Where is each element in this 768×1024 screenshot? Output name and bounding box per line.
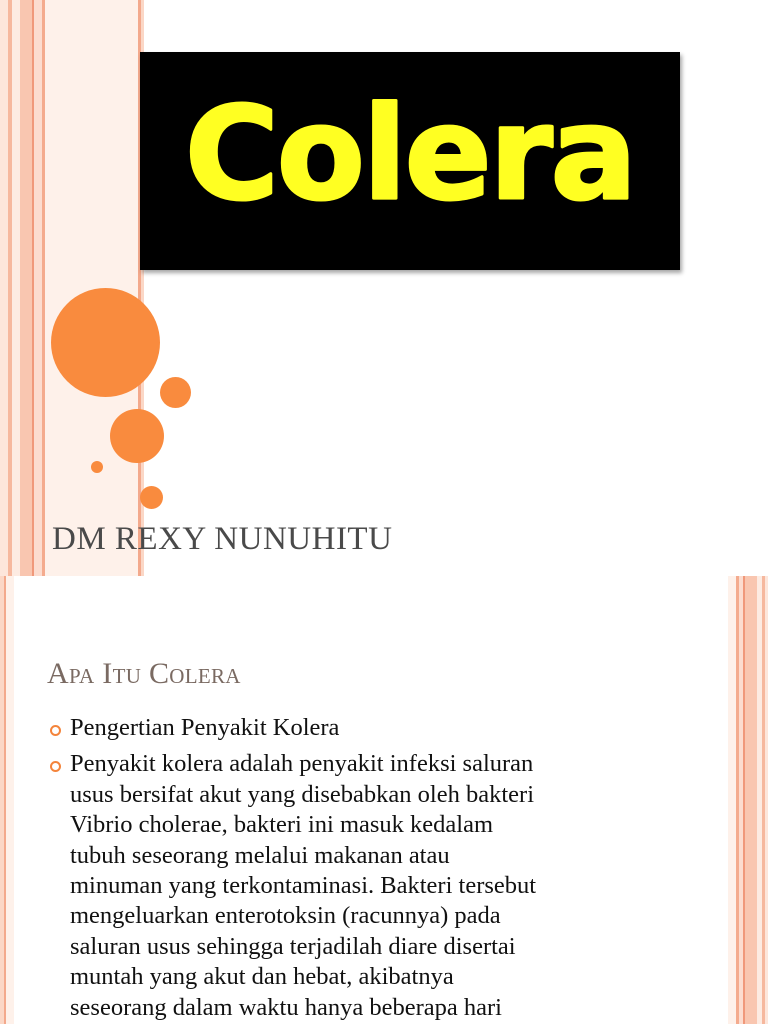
decor-circle-small [160,377,191,408]
bullet-ring-icon [50,725,61,736]
bullet-line: muntah yang akut dan hebat, akibatnya [70,963,454,991]
stripe-decoration [728,576,736,1024]
bullet-line: saluran usus sehingga terjadilah diare disertai [70,932,516,960]
bullet-item [50,713,690,743]
banner-title-svg [140,52,680,270]
bullet-line: mengeluarkan enterotoksin (racunnya) pada [70,902,501,930]
stripe-decoration [12,0,20,576]
decor-circle-small [140,486,163,509]
bullet-line: Penyakit kolera adalah penyakit infeksi saluran [70,750,534,778]
bullet-item [50,749,690,1023]
stripe-decoration [45,0,138,576]
banner-title: Colera [184,80,636,229]
stripe-decoration [20,0,32,576]
bullet-line: seseorang dalam waktu hanya beberapa hari [70,993,502,1021]
decor-circle-tiny [91,461,103,473]
bullet-line: minuman yang terkontaminasi. Bakteri tersebut [70,872,537,900]
bullet-line: tubuh seseorang melalui makanan atau [70,841,450,869]
stripe-decoration [0,0,8,576]
author-name: DM REXY NUNUHITU [52,521,393,557]
slide-heading: Apa Itu Colera [47,657,241,690]
bullet-text [70,713,690,743]
decor-circle-large [51,288,160,397]
bullet-line: Pengertian Penyakit Kolera [70,714,340,741]
stripe-decoration [6,576,14,1024]
bullet-text [70,749,690,1023]
decor-circle-medium [110,409,164,463]
stripe-decoration [34,0,42,576]
bullet-ring-icon [50,761,61,772]
bullet-line: Vibrio cholerae, bakteri ini masuk kedalam [70,811,494,839]
stripe-decoration [745,576,757,1024]
bullet-line: usus bersifat akut yang disebabkan oleh bakteri [70,780,535,808]
title-banner [140,52,680,270]
bullet-list [50,713,690,1023]
